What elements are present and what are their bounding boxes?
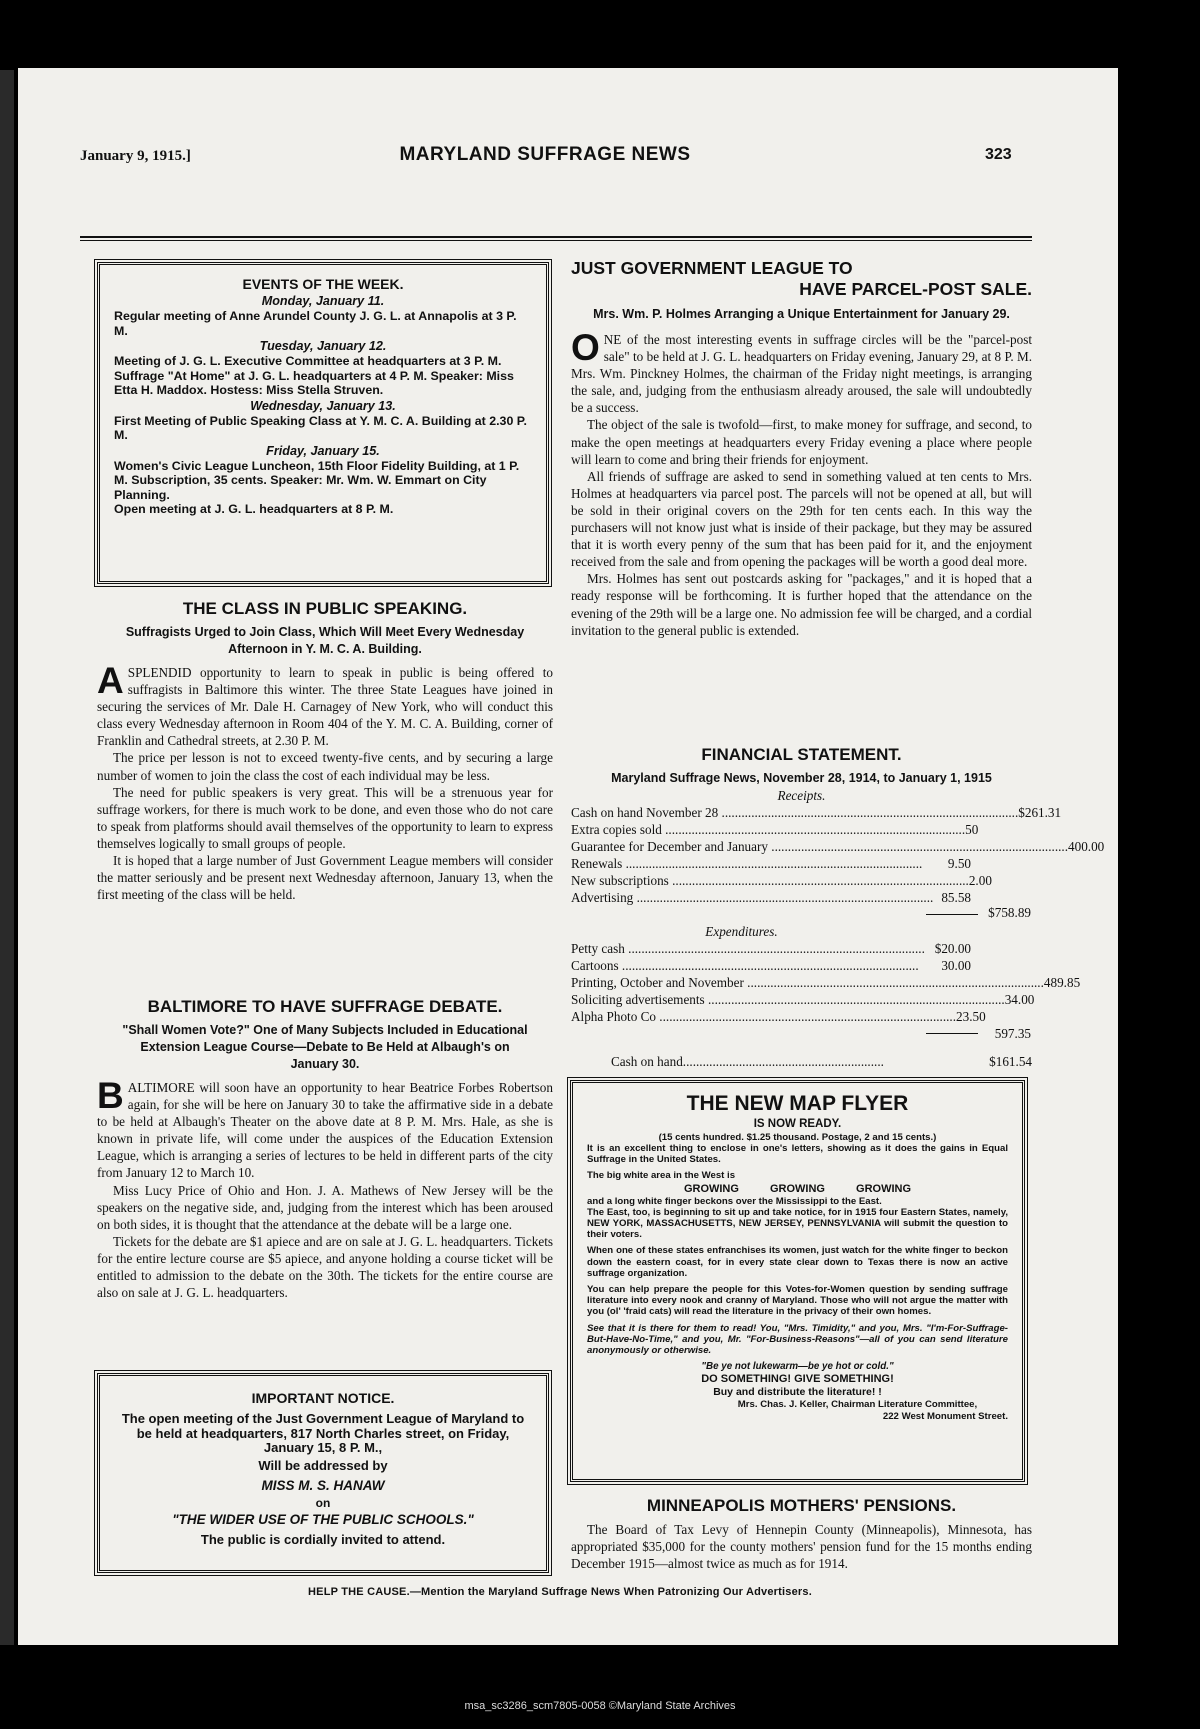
notice-speaker: MISS M. S. HANAW: [261, 1477, 385, 1493]
expenditures-list: [571, 940, 1081, 1025]
archive-credit: msa_sc3286_scm7805-0058 ©Maryland State Archives: [464, 1700, 736, 1712]
notice-closing: The public is cordially invited to attend.: [200, 1531, 446, 1547]
total-rule: [926, 1033, 978, 1034]
ledger-amount: $20.00: [934, 941, 971, 956]
page-number: 323: [985, 146, 1012, 163]
mapflyer-p2: The big white area in the West is: [587, 1170, 736, 1182]
ledger-row: [571, 940, 971, 957]
speaking-p3: The need for public speakers is very great. This will be a strenuous year for suffrage workers, for there is much work to be done, and even those who do not care to speak from platforms should avail themselves of the opportunity to learn to express themselves logically to small groups of people.: [97, 784, 553, 851]
parcel-p1: NE of the most interesting events in suffrage circles will be the "parcel-post sale" to be held at J. G. L. headquarters on Friday evening, January 29, at 8 P. M. Mrs. Wm. Pinckney Holmes, the chairman of the Friday night meetings, is arranging the sale, and, judging from the enthusiasm already aroused, the sale will undoubtedly be a success.: [571, 332, 1032, 416]
mapflyer-p4: The East, too, is beginning to sit up and take notice, for in 1915 four Eastern States, namely, NEW YORK, MASSACHUSETTS, NEW JERSEY, PENNSYLVANIA will submit the question to their voters.: [587, 1206, 1008, 1241]
notice-line1: The open meeting of the Just Government League of Maryland to be held at headquarters, 817 North Charles street, on Friday, January 15, 8 P. M.,: [121, 1411, 525, 1455]
receipts-total: $758.89: [988, 905, 1031, 920]
ledger-amount: $261.31: [1018, 805, 1062, 820]
ledger-row: [571, 889, 971, 906]
parcel-p3: All friends of suffrage are asked to send in something valued at ten cents to Mrs. Holmes at headquarters via parcel post. The parcels will not be opened at all, but will be sold in their original covers on the 29th for ten cents each. In this way the purchasers will not know just what is inside of their package, but they may be assured that it is worth every penny of the sum that has been paid for it, and the enjoyment received from the sale and from opening the packages will be worth a good deal more.: [571, 468, 1032, 570]
page-spine: [0, 70, 14, 1645]
ledger-label: Renewals ..........................................................................................: [571, 856, 923, 871]
parcel-p2: The object of the sale is twofold—first, to make money for suffrage, and second, to make the open meetings at headquarters every Friday evening a place where people will learn to come and bring their friends for enjoyment.: [571, 417, 1032, 467]
ledger-label: Advertising ..........................................................................................: [571, 890, 934, 905]
mapflyer-p7: See that it is there for them to read! You, "Mrs. Timidity," and you, Mrs. "I'm-For-Suffrage-But-Have-No-Time," and you, Mr. "For-Business-Reasons"—all of you can send literature anonymously or otherwise.: [587, 1322, 1008, 1357]
parcel-title-2: HAVE PARCEL-POST SALE.: [799, 279, 1032, 299]
header-rule: [80, 236, 1032, 238]
notice-topic: "THE WIDER USE OF THE PUBLIC SCHOOLS.": [172, 1511, 474, 1527]
speaking-article: [97, 598, 553, 903]
ledger-row: [571, 1008, 986, 1025]
parcel-p4: Mrs. Holmes has sent out postcards asking for "packages," and it is hoped that a ready response will be forthcoming. It is further hoped that the attendance on the evening of the 29th will be a large one. No admission fee will be charged, and a cordial invitation to the general public is extended.: [571, 571, 1032, 638]
debate-subtitle: "Shall Women Vote?" One of Many Subjects Included in Educational Extension League Course—Debate to Be Held at Albaugh's on January 30.: [122, 1023, 528, 1071]
events-box: [97, 262, 549, 584]
pensions-article: [571, 1495, 1032, 1572]
ledger-amount: 85.58: [941, 890, 971, 905]
ledger-label: Petty cash ..........................................................................................: [571, 941, 925, 956]
notice-box: [97, 1373, 549, 1573]
parcel-subtitle: Mrs. Wm. P. Holmes Arranging a Unique Entertainment for January 29.: [593, 307, 1010, 321]
footer-notice: HELP THE CAUSE.—Mention the Maryland Suffrage News When Patronizing Our Advertisers.: [308, 1586, 812, 1598]
parcel-title-1: JUST GOVERNMENT LEAGUE TO: [571, 258, 853, 278]
speaking-p1: SPLENDID opportunity to learn to speak in public is being offered to suffragists in Baltimore this winter. The three State Leagues have joined in securing the services of Mr. Dale H. Carnagey of New York, who will conduct this class every Wednesday afternoon in Room 404 of the Y. M. C. A. Building, corner of Franklin and Cathedral streets, at 2.30 P. M.: [97, 665, 553, 749]
event-day: Tuesday, January 12.: [259, 339, 387, 353]
ledger-amount: 23.50: [956, 1009, 986, 1024]
mapflyer-signature: Mrs. Chas. J. Keller, Chairman Literature Committee,: [737, 1399, 978, 1411]
events-title: EVENTS OF THE WEEK.: [242, 276, 404, 292]
ledger-amount: .50: [961, 822, 979, 837]
mapflyer-quote: "Be ye not lukewarm—be ye hot or cold.": [701, 1361, 894, 1373]
event-item: Regular meeting of Anne Arundel County J. G. L. at Annapolis at 3 P. M.: [114, 309, 517, 338]
ledger-label: Soliciting advertisements ..........................................................................................: [571, 992, 1005, 1007]
masthead-title: MARYLAND SUFFRAGE NEWS: [399, 144, 691, 165]
ledger-row: [571, 991, 1035, 1008]
mapflyer-title: THE NEW MAP FLYER: [686, 1092, 909, 1115]
ledger-label: Cash on hand November 28 ..........................................................................................: [571, 805, 1019, 820]
event-day: Wednesday, January 13.: [250, 398, 396, 413]
parcel-article: [571, 258, 1032, 639]
notice-on: on: [315, 1495, 331, 1510]
debate-title: BALTIMORE TO HAVE SUFFRAGE DEBATE.: [147, 997, 503, 1016]
mapflyer-ready: IS NOW READY.: [753, 1118, 842, 1130]
dropcap: O: [571, 327, 600, 368]
event-day: Monday, January 11.: [261, 294, 385, 308]
issue-date: January 9, 1915.]: [80, 148, 191, 164]
pensions-p1: The Board of Tax Levy of Hennepin County (Minneapolis), Minnesota, has appropriated $35,000 for the county mothers' pension fund for the 15 months ending December 1915—almost twice as much as for 1914.: [571, 1522, 1032, 1572]
event-item: Open meeting at J. G. L. headquarters at 8 P. M.: [114, 502, 394, 516]
expenditures-total: 597.35: [994, 1026, 1031, 1041]
ledger-amount: 2.00: [968, 873, 992, 888]
debate-article: [97, 996, 553, 1301]
pensions-title: MINNEAPOLIS MOTHERS' PENSIONS.: [646, 1496, 957, 1515]
speaking-p4: It is hoped that a large number of Just Government League members will consider the matter seriously and be present next Wednesday afternoon, January 13, when the first meeting of the class will be held.: [97, 853, 553, 903]
mapflyer-p5: When one of these states enfranchises its women, just watch for the white finger to beckon down the eastern coast, for in every state clear down to Texas there is now an active suffrage organization.: [587, 1245, 1008, 1279]
ledger-row: [571, 855, 971, 872]
expenditures-label: Expenditures.: [705, 924, 778, 939]
notice-title: IMPORTANT NOTICE.: [251, 1390, 395, 1406]
event-item: Meeting of J. G. L. Executive Committee at headquarters at 3 P. M.: [114, 354, 502, 368]
mapflyer-box: [570, 1080, 1025, 1482]
mapflyer-price: (15 cents hundred. $1.25 thousand. Postage, 2 and 15 cents.): [658, 1132, 937, 1143]
cash-on-hand-amount: $161.54: [989, 1054, 1032, 1069]
dropcap: A: [97, 660, 124, 701]
mapflyer-p6: You can help prepare the people for this Votes-for-Women question by sending suffrage literature into every nook and cranny of Maryland. Those who will not argue the matter with you (ol' 'fraid cats) will read the literature in the privacy of their own homes.: [587, 1284, 1008, 1318]
receipts-label: Receipts.: [777, 788, 826, 803]
financial-statement: [571, 744, 1105, 1070]
mapflyer-p3: and a long white finger beckons over the Mississippi to the East.: [587, 1195, 882, 1207]
ledger-label: Guarantee for December and January ..........................................................................................: [571, 839, 1068, 854]
dropcap: B: [97, 1075, 124, 1116]
debate-p3: Tickets for the debate are $1 apiece and are on sale at J. G. L. headquarters. Tickets for the entire lecture course are $5 apiece, and anyone holding a course ticket will be entitled to admission to the debate on the 30th. The tickets for the entire course are also on sale at J. G. L. headquarters.: [97, 1233, 553, 1301]
speaking-p2: The price per lesson is not to exceed twenty-five cents, and by securing a large number of women to join the class the cost of each individual may be less.: [97, 750, 553, 783]
total-rule: [926, 914, 978, 915]
mapflyer-address: 222 West Monument Street.: [882, 1411, 1008, 1423]
notice-line2: Will be addressed by: [258, 1457, 388, 1473]
mapflyer-cta1: DO SOMETHING! GIVE SOMETHING!: [701, 1373, 894, 1386]
ledger-amount: 9.50: [947, 856, 971, 871]
ledger-row: [571, 872, 992, 889]
ledger-label: Printing, October and November ..........................................................................................: [571, 975, 1044, 990]
ledger-amount: 34.00: [1004, 992, 1035, 1007]
event-item: Women's Civic League Luncheon, 15th Floor Fidelity Building, at 1 P. M. Subscription, 35 cents. Speaker: Mr. Wm. W. Emmart on City Planning.: [114, 458, 520, 502]
ledger-row: [571, 974, 1081, 991]
ledger-amount: 400.00: [1068, 839, 1105, 854]
financial-subtitle: Maryland Suffrage News, November 28, 1914, to January 1, 1915: [611, 771, 992, 785]
debate-p2: Miss Lucy Price of Ohio and Hon. J. A. Mathews of New Jersey will be the speakers on the negative side, and, judging from the interest which has been aroused on both sides, it is thought that the attendance at the debate will be a large one.: [97, 1182, 553, 1232]
speaking-subtitle: Suffragists Urged to Join Class, Which Will Meet Every Wednesday Afternoon in Y. M. C. A. Building.: [125, 625, 525, 656]
mapflyer-p1: It is an excellent thing to enclose in one's letters, showing as it does the gains in Equal Suffrage in the United States.: [587, 1143, 1008, 1166]
header-rule-thin: [80, 240, 1032, 241]
ledger-row: [571, 821, 979, 838]
event-item: First Meeting of Public Speaking Class at Y. M. C. A. Building at 2.30 P. M.: [114, 413, 527, 442]
ledger-row: [571, 804, 1062, 821]
event-day: Friday, January 15.: [266, 443, 380, 458]
ledger-row: [571, 838, 1105, 855]
ledger-label: New subscriptions ..........................................................................................: [571, 873, 969, 888]
ledger-label: Extra copies sold ..........................................................................................: [571, 822, 962, 837]
cash-on-hand-label: Cash on hand.............................................................: [611, 1054, 884, 1069]
speaking-title: THE CLASS IN PUBLIC SPEAKING.: [182, 599, 468, 618]
event-item: Suffrage "At Home" at J. G. L. headquarters at 4 P. M. Speaker: Miss Etta H. Maddox. Hostess: Miss Stella Struven.: [114, 368, 514, 397]
ledger-row: [571, 957, 971, 974]
mapflyer-growing: GROWING GROWING GROWING: [683, 1182, 912, 1195]
ledger-label: Alpha Photo Co ..........................................................................................: [571, 1009, 957, 1024]
receipts-list: [571, 804, 1105, 906]
ledger-amount: 489.85: [1043, 975, 1081, 990]
financial-title: FINANCIAL STATEMENT.: [701, 745, 902, 764]
ledger-amount: 30.00: [941, 958, 971, 973]
mapflyer-cta2: Buy and distribute the literature! !: [713, 1386, 882, 1399]
ledger-label: Cartoons ..........................................................................................: [571, 958, 919, 973]
debate-p1: ALTIMORE will soon have an opportunity to hear Beatrice Forbes Robertson again, for she will be here on January 30 to take the affirmative side in a debate to be held at Albaugh's Theater on the above date at 8 P. M. Mrs. Hale, as she is known in private life, will come under the auspices of the Education Extension League, which is arranging a series of lectures to be held in different parts of the city from January 12 to March 10.: [97, 1080, 553, 1181]
